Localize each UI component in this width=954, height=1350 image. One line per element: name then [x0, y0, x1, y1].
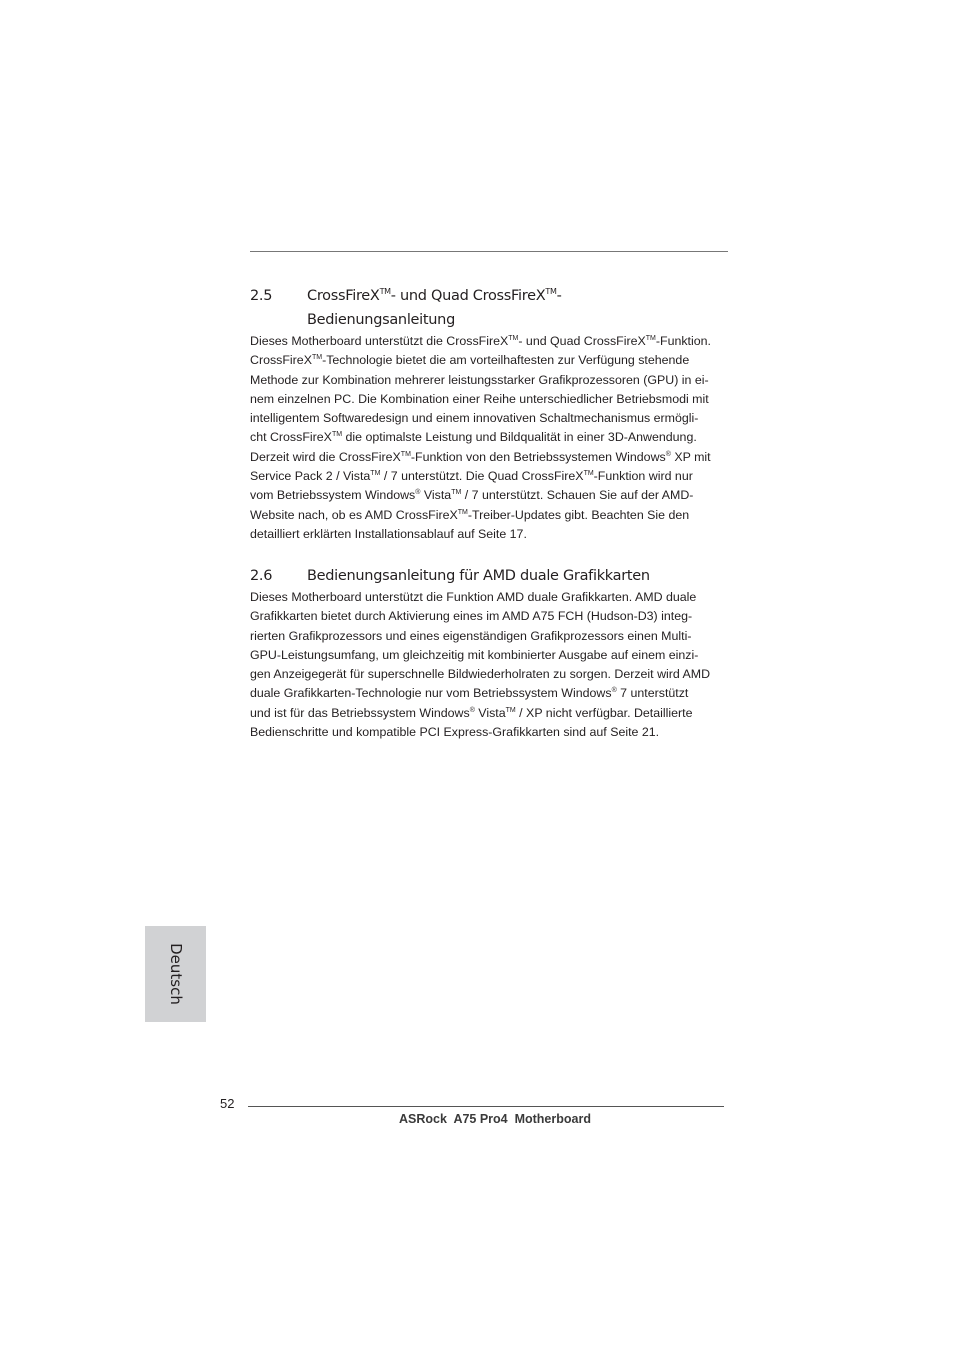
section-number: 2.5: [250, 288, 273, 304]
section-heading-2-5: [250, 284, 728, 332]
section-number: 2.6: [250, 568, 273, 584]
page-number: 52: [220, 1096, 235, 1111]
section-paragraph: Dieses Motherboard unterstützt die CrossFireX™- und Quad CrossFireX™-Funktion. CrossFireX™-Technologie bietet die am vorteilhaftesten zur Verfügung stehende Methode zur Kombination mehrerer leistungsstarker Grafikprozessoren (GPU) in ei- nem einzelnen PC. Die Kombination einer Reihe unterschiedlicher Betriebsmodi mit intelligentem Softwaredesign und einem innovativen Schaltmechanismus ermögli- cht CrossFireX™ die optimalste Leistung und Bildqualität in einer 3D-Anwendung. Derzeit wird die CrossFireX™-Funktion von den Betriebssystemen Windows® XP mit Service Pack 2 / Vista™ / 7 unterstützt. Die Quad CrossFireX™-Funktion wird nur vom Betriebssystem Windows® Vista™ / 7 unterstützt. Schauen Sie auf der AMD- Website nach, ob es AMD CrossFireX™-Treiber-Updates gibt. Beachten Sie den detailliert erklärten Installationsablauf auf Seite 17.: [250, 334, 711, 541]
section-paragraph: Dieses Motherboard unterstützt die Funktion AMD duale Grafikkarten. AMD duale Grafikkarten bietet durch Aktivierung eines im AMD A75 FCH (Hudson-D3) integ- rierten Grafikprozessors und eines eigenständigen Grafikprozessors einen Multi- GPU-Leistungsumfang, um gleichzeitig mit kombinierter Ausgabe auf einem einzi- gen Anzeigegerät für superschnelle Bildwiederholraten zu sorgen. Derzeit wird AMD duale Grafikkarten-Technologie nur vom Betriebssystem Windows® 7 unterstützt und ist für das Betriebssystem Windows® Vista™ / XP nicht verfügbar. Detaillierte Bedienschritte und kompatible PCI Express-Grafikkarten sind auf Seite 21.: [250, 590, 711, 740]
header-rule: [250, 251, 728, 252]
section-2-5: [250, 284, 728, 544]
section-title: Bedienungsanleitung für AMD duale Grafikkarten: [307, 568, 650, 584]
section-heading-2-6: [250, 564, 728, 588]
section-title: CrossFireX™- und Quad CrossFireX™- Bedienungsanleitung: [307, 287, 562, 328]
footer-rule: [248, 1106, 724, 1107]
language-tab-label: Deutsch: [166, 943, 185, 1005]
section-2-6: [250, 564, 728, 742]
footer-product-name: ASRock A75 Pro4 Motherboard: [399, 1112, 591, 1126]
language-tab: [145, 926, 206, 1022]
